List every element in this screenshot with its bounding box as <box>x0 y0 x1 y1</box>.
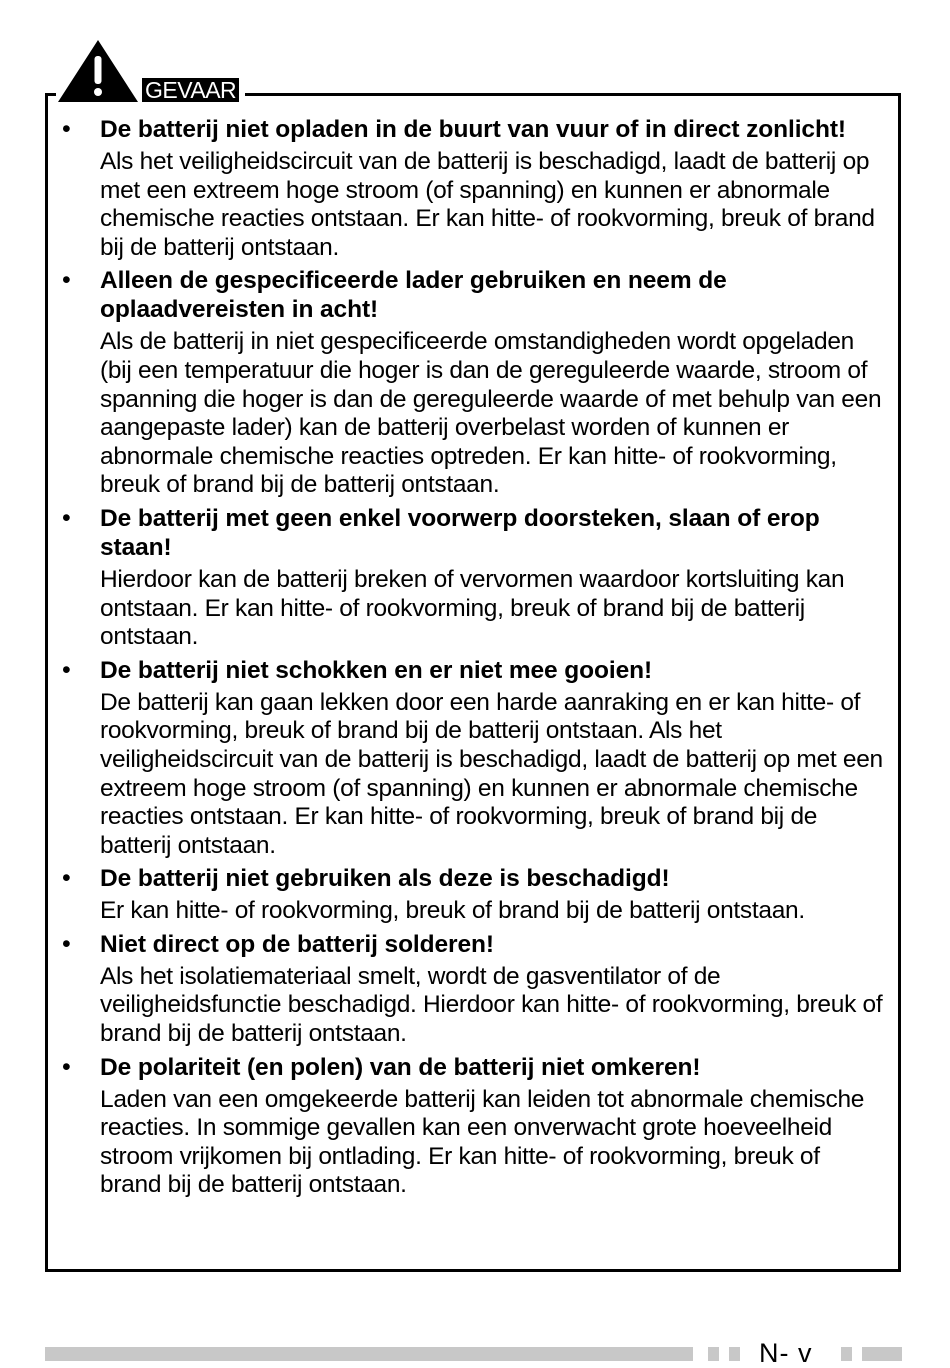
list-item <box>56 266 886 500</box>
bullet: • <box>62 1052 71 1081</box>
gevaar-label: GEVAAR <box>142 78 239 102</box>
bullet: • <box>62 115 71 143</box>
item-title: De batterij niet schokken en er niet mee gooien! <box>100 656 653 684</box>
warning-list <box>56 115 886 1204</box>
item-title: De polariteit (en polen) van de batterij niet omkeren! <box>100 1053 701 1081</box>
item-body: Er kan hitte- of rookvorming, breuk of brand bij de batterij ontstaan. <box>100 897 805 925</box>
item-title: De batterij niet opladen in de buurt van vuur of in direct zonlicht! <box>100 116 846 143</box>
list-item <box>56 115 886 262</box>
list-item <box>56 504 886 652</box>
footer-square <box>708 1347 719 1361</box>
bullet: • <box>62 503 71 532</box>
footer-bar <box>45 1347 693 1361</box>
item-title: De batterij met geen enkel voorwerp doorsteken, slaan of erop staan! <box>100 504 820 561</box>
list-item <box>56 864 886 926</box>
bullet: • <box>62 655 71 684</box>
bullet: • <box>62 929 71 958</box>
item-body: Hierdoor kan de batterij breken of vervormen waardoor kortsluiting kan ontstaan. Er kan hitte- of rookvorming, breuk of brand bij de batterij ontstaan. <box>100 565 845 651</box>
list-item <box>56 1053 886 1200</box>
item-body: Als de batterij in niet gespecificeerde omstandigheden wordt opgeladen (bij een temperatuur die hoger is dan de gereguleerde waarde, stroom of spanning die hoger is dan de gereguleerde waarde of met behulp van een aangepaste lader) kan de batterij overbelast worden of kunnen er abnormale chemische reacties optreden. Er kan hitte- of rookvorming, breuk of brand bij de batterij ontstaan. <box>100 328 882 499</box>
page-number: N- v <box>759 1338 813 1368</box>
item-body: Als het isolatiemateriaal smelt, wordt de gasventilator of de veiligheidsfunctie beschadigd. Hierdoor kan hitte- of rookvorming, breuk of brand bij de batterij ontstaan. <box>100 962 883 1048</box>
list-item <box>56 656 886 861</box>
item-title: Niet direct op de batterij solderen! <box>100 930 494 958</box>
item-title: Alleen de gespecificeerde lader gebruiken en neem de oplaadvereisten in acht! <box>100 267 727 324</box>
warning-header <box>56 36 245 104</box>
list-item <box>56 930 886 1049</box>
item-body: Laden van een omgekeerde batterij kan leiden tot abnormale chemische reacties. In sommige gevallen kan een onverwacht grote hoeveelheid stroom vrijkomen bij ontlading. Er kan hitte- of rookvorming, breuk of brand bij de batterij ontstaan. <box>100 1085 865 1199</box>
page-footer <box>45 1338 905 1366</box>
item-title: De batterij niet gebruiken als deze is beschadigd! <box>100 865 670 893</box>
bullet: • <box>62 266 71 295</box>
bullet: • <box>62 864 71 893</box>
footer-square <box>841 1347 852 1361</box>
item-body: De batterij kan gaan lekken door een harde aanraking en er kan hitte- of rookvorming, breuk of brand bij de batterij ontstaan. Als het veiligheidscircuit van de batterij is beschadigd, laadt de batterij op met een extreem hoge stroom (of spanning) en kunnen er abnormale chemische reacties ontstaan. Er kan hitte- of rookvorming, breuk of brand bij de batterij ontstaan. <box>100 688 883 859</box>
warning-triangle-icon <box>56 36 140 104</box>
footer-square <box>729 1347 740 1361</box>
footer-bar-right <box>862 1347 902 1361</box>
item-body: Als het veiligheidscircuit van de batterij is beschadigd, laadt de batterij op met een extreem hoge stroom (of spanning) en kunnen er abnormale chemische reacties ontstaan. Er kan hitte- of rookvorming, breuk of brand bij de batterij ontstaan. <box>100 148 875 261</box>
